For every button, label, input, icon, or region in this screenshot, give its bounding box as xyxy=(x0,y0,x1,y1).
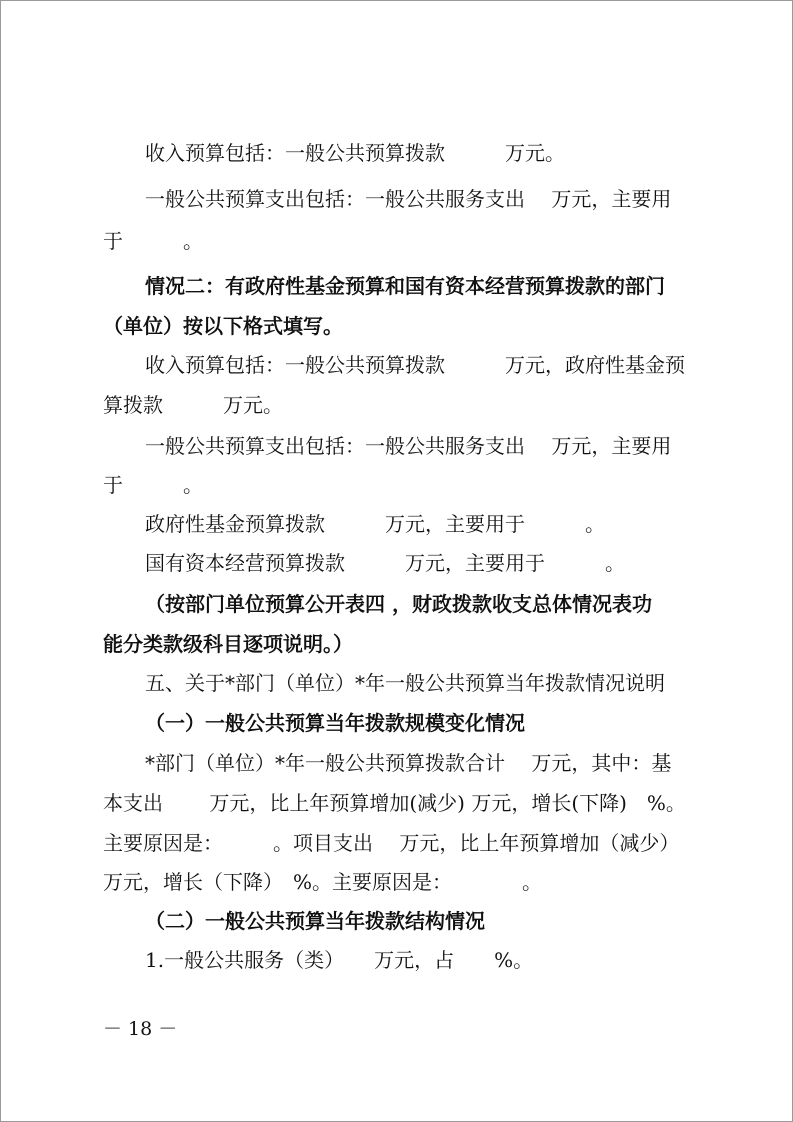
gov-fund-line: 政府性基金预算拨款 万元，主要用于 。 xyxy=(145,512,605,536)
income-budget-line-2-cont: 算拨款 万元。 xyxy=(103,393,283,417)
reason-line: 主要原因是： 。项目支出 万元，比上年预算增加（减少） xyxy=(103,831,680,855)
page-number: － 18 － xyxy=(103,1018,178,1040)
expenditure-line-cont: 于 。 xyxy=(103,229,203,253)
subsection-one-heading: （一）一般公共预算当年拨款规模变化情况 xyxy=(145,711,525,735)
note-line-cont: 能分类款级科目逐项说明。） xyxy=(103,632,353,656)
note-line: （按部门单位预算公开表四 ，财政拨款收支总体情况表功 xyxy=(145,592,652,616)
expenditure-line: 一般公共预算支出包括：一般公共服务支出 万元，主要用 xyxy=(145,187,672,211)
income-budget-line: 收入预算包括：一般公共预算拨款 万元。 xyxy=(145,141,565,165)
total-appropriation-line: *部门（单位）*年一般公共预算拨款合计 万元，其中：基 xyxy=(145,751,672,775)
section-five-heading: 五、关于*部门（单位）*年一般公共预算当年拨款情况说明 xyxy=(145,671,665,695)
income-budget-line-2: 收入预算包括：一般公共预算拨款 万元，政府性基金预 xyxy=(145,353,685,377)
basic-expenditure-line: 本支出 万元，比上年预算增加(减少) 万元，增长(下降) %。 xyxy=(103,791,686,815)
expenditure-line-2-cont: 于 。 xyxy=(103,473,203,497)
growth-line: 万元，增长（下降） %。主要原因是： 。 xyxy=(103,870,543,894)
case-two-heading: 情况二：有政府性基金预算和国有资本经营预算拨款的部门 xyxy=(145,274,665,298)
case-two-heading-cont: （单位）按以下格式填写。 xyxy=(103,314,343,338)
state-capital-line: 国有资本经营预算拨款 万元，主要用于 。 xyxy=(145,551,625,575)
expenditure-line-2: 一般公共预算支出包括：一般公共服务支出 万元，主要用 xyxy=(145,434,672,458)
subsection-two-heading: （二）一般公共预算当年拨款结构情况 xyxy=(145,909,485,933)
public-service-item: 1.一般公共服务（类） 万元，占 %。 xyxy=(145,948,534,972)
